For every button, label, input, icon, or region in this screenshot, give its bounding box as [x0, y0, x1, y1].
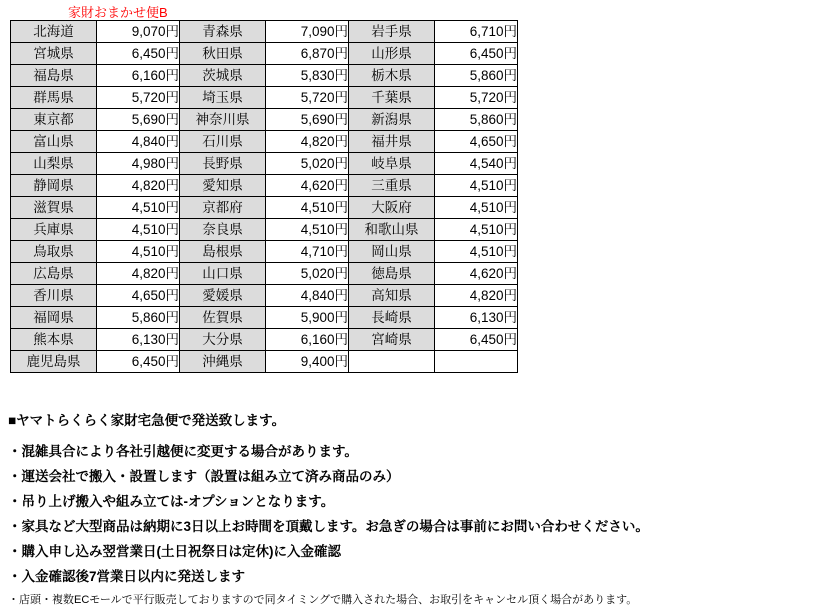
- fee-cell: 4,510円: [435, 175, 518, 197]
- table-row: [11, 351, 518, 373]
- prefecture-cell: 長崎県: [349, 307, 435, 329]
- fee-cell: 4,980円: [97, 153, 180, 175]
- fee-cell: 6,870円: [266, 43, 349, 65]
- notes-section: [8, 412, 808, 607]
- prefecture-cell: 岩手県: [349, 21, 435, 43]
- prefecture-cell: 愛知県: [180, 175, 266, 197]
- prefecture-cell: 神奈川県: [180, 109, 266, 131]
- prefecture-cell: 福岡県: [11, 307, 97, 329]
- table-row: [11, 197, 518, 219]
- table-row: [11, 43, 518, 65]
- fee-cell: 4,510円: [435, 219, 518, 241]
- prefecture-cell: 宮崎県: [349, 329, 435, 351]
- prefecture-cell: 熊本県: [11, 329, 97, 351]
- fee-cell: 4,510円: [97, 219, 180, 241]
- prefecture-cell: 広島県: [11, 263, 97, 285]
- fee-cell: 5,830円: [266, 65, 349, 87]
- prefecture-cell: 三重県: [349, 175, 435, 197]
- prefecture-cell: 新潟県: [349, 109, 435, 131]
- prefecture-cell: 山形県: [349, 43, 435, 65]
- fee-cell: 4,820円: [97, 175, 180, 197]
- table-row: [11, 153, 518, 175]
- prefecture-cell: 石川県: [180, 131, 266, 153]
- prefecture-cell: 岡山県: [349, 241, 435, 263]
- table-row: [11, 65, 518, 87]
- fee-cell: 5,690円: [266, 109, 349, 131]
- fee-cell: 4,620円: [266, 175, 349, 197]
- note-item: ・吊り上げ搬入や組み立ては-オプションとなります。: [8, 494, 335, 509]
- note-fine-print: ・店頭・複数ECモールで平行販売しておりますので同タイミングで購入された場合、お取引をキャンセル頂く場合があります。: [8, 594, 638, 606]
- prefecture-cell: 北海道: [11, 21, 97, 43]
- fee-cell: 4,650円: [97, 285, 180, 307]
- fee-cell: 5,720円: [435, 87, 518, 109]
- prefecture-cell: 香川県: [11, 285, 97, 307]
- prefecture-cell: 京都府: [180, 197, 266, 219]
- shipping-fee-table: [10, 20, 518, 373]
- table-row: [11, 329, 518, 351]
- fee-cell: 4,510円: [97, 197, 180, 219]
- fee-cell: 4,510円: [97, 241, 180, 263]
- empty-cell: [349, 351, 435, 373]
- fee-cell: 4,510円: [435, 241, 518, 263]
- prefecture-cell: 奈良県: [180, 219, 266, 241]
- prefecture-cell: 栃木県: [349, 65, 435, 87]
- fee-cell: 4,820円: [97, 263, 180, 285]
- prefecture-cell: 兵庫県: [11, 219, 97, 241]
- note-item: ・家具など大型商品は納期に3日以上お時間を頂戴します。お急ぎの場合は事前にお問い合わせください。: [8, 519, 649, 534]
- prefecture-cell: 高知県: [349, 285, 435, 307]
- prefecture-cell: 福井県: [349, 131, 435, 153]
- prefecture-cell: 沖縄県: [180, 351, 266, 373]
- table-row: [11, 241, 518, 263]
- fee-cell: 4,540円: [435, 153, 518, 175]
- prefecture-cell: 青森県: [180, 21, 266, 43]
- fee-cell: 4,840円: [266, 285, 349, 307]
- prefecture-cell: 徳島県: [349, 263, 435, 285]
- note-item: ・入金確認後7営業日以内に発送します: [8, 569, 246, 584]
- fee-cell: 4,820円: [435, 285, 518, 307]
- prefecture-cell: 茨城県: [180, 65, 266, 87]
- fee-cell: 5,860円: [97, 307, 180, 329]
- fee-cell: 5,720円: [266, 87, 349, 109]
- fee-cell: 7,090円: [266, 21, 349, 43]
- fee-cell: 5,020円: [266, 263, 349, 285]
- fee-cell: 6,450円: [435, 329, 518, 351]
- fee-cell: 4,620円: [435, 263, 518, 285]
- prefecture-cell: 東京都: [11, 109, 97, 131]
- fee-cell: 4,510円: [266, 219, 349, 241]
- prefecture-cell: 山梨県: [11, 153, 97, 175]
- prefecture-cell: 和歌山県: [349, 219, 435, 241]
- table-row: [11, 263, 518, 285]
- fee-table-body: [11, 21, 518, 373]
- fee-cell: 6,130円: [97, 329, 180, 351]
- fee-cell: 6,450円: [97, 351, 180, 373]
- table-row: [11, 219, 518, 241]
- note-item: ・混雑具合により各社引越便に変更する場合があります。: [8, 444, 358, 459]
- fee-cell: 9,070円: [97, 21, 180, 43]
- prefecture-cell: 福島県: [11, 65, 97, 87]
- table-row: [11, 109, 518, 131]
- fee-cell: 4,510円: [435, 197, 518, 219]
- fee-cell: 6,130円: [435, 307, 518, 329]
- prefecture-cell: 岐阜県: [349, 153, 435, 175]
- prefecture-cell: 山口県: [180, 263, 266, 285]
- fee-cell: 4,840円: [97, 131, 180, 153]
- fee-cell: 6,450円: [97, 43, 180, 65]
- fee-cell: 5,860円: [435, 109, 518, 131]
- prefecture-cell: 長野県: [180, 153, 266, 175]
- table-row: [11, 285, 518, 307]
- fee-cell: 6,450円: [435, 43, 518, 65]
- prefecture-cell: 島根県: [180, 241, 266, 263]
- fee-cell: 9,400円: [266, 351, 349, 373]
- prefecture-cell: 宮城県: [11, 43, 97, 65]
- prefecture-cell: 愛媛県: [180, 285, 266, 307]
- prefecture-cell: 静岡県: [11, 175, 97, 197]
- fee-cell: 4,650円: [435, 131, 518, 153]
- fee-cell: 6,160円: [266, 329, 349, 351]
- note-item: ・購入申し込み翌営業日(土日祝祭日は定休)に入金確認: [8, 544, 341, 559]
- fee-cell: 5,860円: [435, 65, 518, 87]
- prefecture-cell: 鳥取県: [11, 241, 97, 263]
- fee-cell: 6,710円: [435, 21, 518, 43]
- prefecture-cell: 富山県: [11, 131, 97, 153]
- prefecture-cell: 佐賀県: [180, 307, 266, 329]
- notes-heading: ■ヤマトらくらく家財宅急便で発送致します。: [8, 413, 286, 428]
- prefecture-cell: 群馬県: [11, 87, 97, 109]
- prefecture-cell: 大阪府: [349, 197, 435, 219]
- prefecture-cell: 滋賀県: [11, 197, 97, 219]
- prefecture-cell: 千葉県: [349, 87, 435, 109]
- table-row: [11, 131, 518, 153]
- fee-cell: 4,820円: [266, 131, 349, 153]
- fee-cell: 4,510円: [266, 197, 349, 219]
- page-title: 家財おまかせ便B: [68, 5, 168, 20]
- fee-cell: 5,690円: [97, 109, 180, 131]
- fee-cell: 5,900円: [266, 307, 349, 329]
- table-row: [11, 21, 518, 43]
- table-row: [11, 307, 518, 329]
- prefecture-cell: 鹿児島県: [11, 351, 97, 373]
- table-row: [11, 87, 518, 109]
- empty-cell: [435, 351, 518, 373]
- prefecture-cell: 埼玉県: [180, 87, 266, 109]
- fee-cell: 6,160円: [97, 65, 180, 87]
- fee-cell: 4,710円: [266, 241, 349, 263]
- note-item: ・運送会社で搬入・設置します（設置は組み立て済み商品のみ）: [8, 469, 400, 484]
- fee-cell: 5,720円: [97, 87, 180, 109]
- prefecture-cell: 秋田県: [180, 43, 266, 65]
- table-row: [11, 175, 518, 197]
- prefecture-cell: 大分県: [180, 329, 266, 351]
- fee-cell: 5,020円: [266, 153, 349, 175]
